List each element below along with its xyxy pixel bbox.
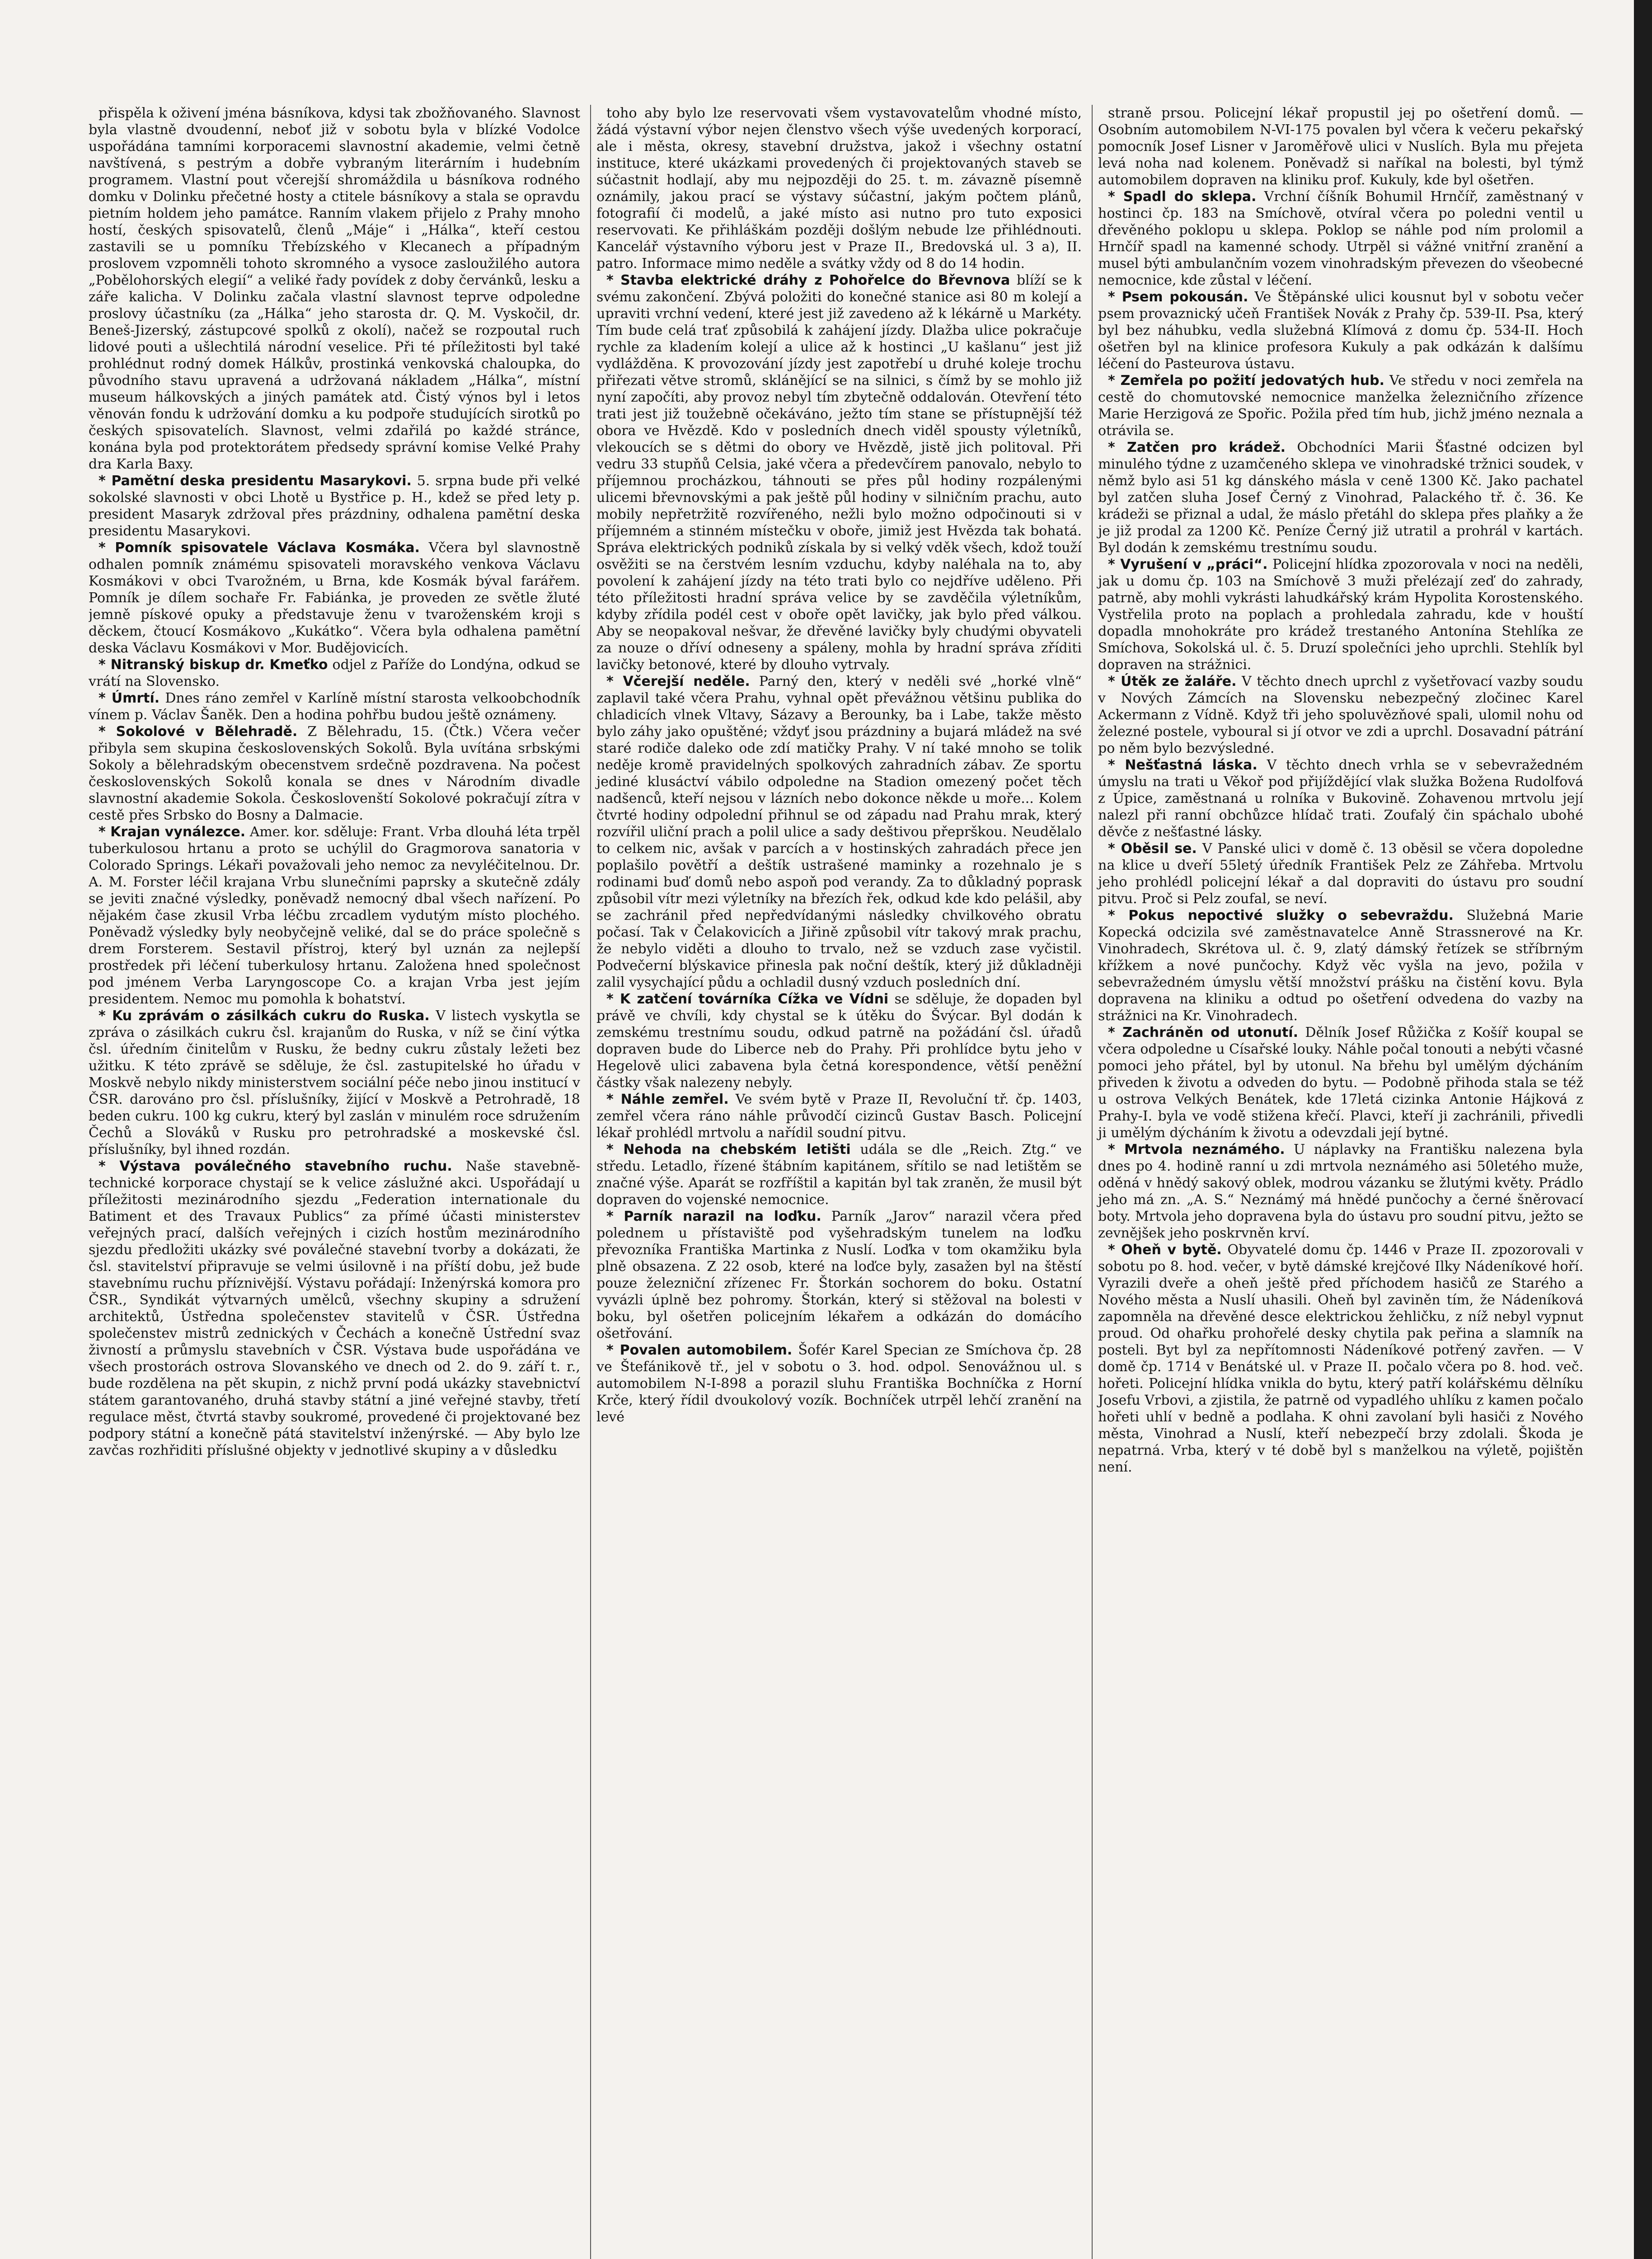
column-1	[89, 105, 580, 2259]
article-text: odjel z Paříže do Londýna, odkud se vrátí na Slovensko.	[89, 657, 580, 689]
article-headline: * Pomník spisovatele Václava Kosmáka.	[99, 540, 420, 556]
article	[89, 690, 580, 723]
article	[1098, 372, 1583, 439]
article-headline: * Úmrtí.	[99, 690, 160, 706]
article	[89, 473, 580, 539]
article-text: toho aby bylo lze reservovati všem vystavovatelům vhodné místo, žádá výstavní výbor nejen členstvo všech výše uvedených korporací, ale i města, okresy, stavební družstva, jakož i všechny ostatní instituce, které ukázkami provedených či projektovaných staveb se súčastnit hodlají, aby mu nejpozději do 25. t. m. závazně písemně oznámily, jakou prací se výstavy súčastní, jakým počtem plánů, fotografií či modelů, a jaké místo asi nutno pro tuto exposici reservovati. Ke přihláškám později došlým nebude lze přihlédnouti. Kancelář výstavního výboru jest v Praze II., Bredovská ul. 3 a), II. patro. Informace mimo neděle a svátky vždy od 8 do 14 hodin.	[596, 105, 1082, 272]
article-headline: * Pokus nepoctivé služky o sebevraždu.	[1108, 908, 1454, 923]
article	[596, 991, 1082, 1091]
article	[89, 824, 580, 1008]
article-headline: * Ku zprávám o zásilkách cukru do Ruska.	[99, 1008, 430, 1024]
article	[596, 105, 1082, 272]
article-headline: * Vyrušení v „práci“.	[1108, 557, 1268, 572]
article-headline: * Náhle zemřel.	[606, 1092, 729, 1107]
article-headline: * Parník narazil na loďku.	[606, 1209, 821, 1224]
article-text: Včera byl slavnostně odhalen pomník známému spisovateli moravského venkova Václavu Kosmákovi v obci Tvarožném, u Brna, kde Kosmák býval farářem. Pomník je dílem sochaře Fr. Fabiánka, je proveden ze světle žluté jemně pískové opuky a představuje ženu v tvaroženském kroji s děckem, čtoucí Kosmákovo „Kukátko“. Včera byla odhalena pamětní deska Václavu Kosmákovi v Mor. Budějovicích.	[89, 540, 580, 656]
article	[596, 1091, 1082, 1141]
article-text: straně prsou. Policejní lékař propustil jej po ošetření domů. — Osobním automobilem N-VI-175 povalen byl včera k večeru pekařský pomocník Josef Lisner v Jaroměřově ulici v Nuslích. Byla mu přejeta levá noha nad kolenem. Poněvadž si naříkal na bolesti, byl týmž automobilem dopraven na kliniku prof. Kukuly, kde byl ošetřen.	[1098, 105, 1583, 188]
article-headline: * Oheň v bytě.	[1108, 1242, 1222, 1258]
article-headline: * Spadl do sklepa.	[1108, 189, 1257, 205]
article-text: Ve Štěpánské ulici kousnut byl v sobotu večer psem provaznický učeň František Novák z Prahy čp. 539-II. Psa, který byl bez náhubku, vedla služebná Klímová z domu čp. 534-II. Hoch ošetřen byl na klinice profesora Kukuly a pak odkázán k dalšímu léčení do Pasteurova ústavu.	[1098, 289, 1583, 372]
article-text: se sděluje, že dopaden byl právě ve chvíli, kdy chystal se k útěku do Švýcar. Byl dodán k zemskému trestnímu soudu, odkud patrně na požádání čsl. úřadů dopraven bude do Liberce neb do Prahy. Při prohlídce bytu jeho v Hegelově ulici zabavena byla četná korespondence, větší peněžní částky však nalezeny nebyly.	[596, 991, 1082, 1091]
article-text: V těchto dnech uprchl z vyšetřovací vazby soudu v Nových Zámcích na Slovensku nebezpečný zločinec Karel Ackermann z Vídně. Když tři jeho spoluvězňové spali, ulomil nohu od železné postele, vyboural si jí otvor ve zdi a uprchl. Dosavadní pátrání po něm bylo bezvýsledné.	[1098, 674, 1583, 756]
article	[1098, 439, 1583, 556]
article-text: V Panské ulici v domě č. 13 oběsil se včera dopoledne na klice u dveří 55letý úředník František Pelz ze Záhřeba. Mrtvolu jeho prohlédl policejní lékař a dal dopraviti do ústavu pro soudní pitvu. Proč si Pelz zoufal, se neví.	[1098, 841, 1583, 907]
article	[1098, 105, 1583, 188]
article	[89, 1158, 580, 1459]
article	[1098, 757, 1583, 840]
article	[89, 539, 580, 656]
article-headline: * Včerejší neděle.	[606, 674, 750, 689]
article-text: Naše stavebně-technické korporace chystají se k velice záslužné akci. Uspořádají u příležitosti mezinárodního sjezdu „Federation internationale du Batiment et des Travaux Publics“ za přímé účasti ministerstev veřejných prací, dalších veřejných i cizích hostům mezinárodního sjezdu předložiti ukázky své poválečné stavební tvorby a dokázati, že čsl. stavitelství připravuje se velmi úsilovně i na příští dobu, jež bude stavebnímu ruchu příznivější. Výstavu pořádají: Inženýrská komora pro ČSR., Syndikát výtvarných umělců, všechny skupiny a sdružení architektů, Ústředna společenstev stavitelů v ČSR. Ústředna společenstev mistrů zednických v Čechách a konečně Ústřední svaz živností a průmyslu stavebních v ČSR. Výstava bude uspořádána ve všech prostorách ostrova Slovanského ve dnech od 2. do 9. září t. r., bude rozdělena na pět skupin, z nichž první podá ukázky stavebnictví státem garantovaného, druhá stavby státní a jiné veřejné stavby, třetí regulace měst, čtvrtá stavby soukromé, provedené či projektované bez podpory státní a konečně pátá stavitelství inženýrské. — Aby bylo lze zavčas rozhřiditi příslušné objekty v jednotlivé skupiny a v důsledku	[89, 1158, 580, 1458]
article	[1098, 673, 1583, 757]
article-headline: * Nehoda na chebském letišti	[606, 1142, 851, 1158]
article-headline: * Výstava poválečného stavebního ruchu.	[99, 1158, 452, 1174]
article-text: Služebná Marie Kopecká odcizila své zaměstnavatelce Anně Strassnerové na Kr. Vinohradech, Skrétova ul. č. 9, zlatý dámský řetízek se stříbrným křížkem a nové punčochy. Když věc vyšla na jevo, požila v sebevražedném úmyslu větší množství prášku na čistění kovu. Byla dopravena na kliniku a odtud po ošetření odvedena do vazby na strážnici na Kr. Vinohradech.	[1098, 908, 1583, 1024]
article-headline: * Nitranský biskup dr. Kmeťko	[99, 657, 328, 673]
article	[1098, 907, 1583, 1024]
article-text: udála se dle „Reich. Ztg.“ ve středu. Letadlo, řízené štábním kapitánem, sřítilo se nad letištěm se značné výše. Aparát se rozfříštil a kapitán byl tak zraněn, že musil být dopraven do vojenské nemocnice.	[596, 1142, 1082, 1208]
article-text: Obchodníci Marii Šťastné odcizen byl minulého týdne z uzamčeného sklepa ve vinohradské tržnici soudek, v němž bylo asi 51 kg dánského másla v ceně 1300 Kč. Jako pachatel byl zatčen sluha Josef Černý z Vinohrad, Palackého tř. č. 36. Ke krádeži se přiznal a udal, že máslo přetáhl do sklepa přes plaňky a že je již prodal za 1200 Kč. Peníze Černý již utratil a prohrál v kartách. Byl dodán k zemskému trestnímu soudu.	[1098, 440, 1583, 556]
article	[1098, 556, 1583, 673]
article-text: Dělník Josef Růžička z Košíř koupal se včera odpoledne u Císařské louky. Náhle počal tonouti a nebýti včasné pomoci jeho přátel, byl by utonul. Na břehu byl umělým dýcháním přiveden k životu a odveden do bytu. — Podobně přihoda stala se též u ostrova Velkých Benátek, kde 17letá cizinka Antonie Hájková z Prahy-I. byla ve vodě stižena křečí. Plavci, kteří ji zachránili, přivedli ji umělým dýcháním k životu a odevzdali její bytné.	[1098, 1025, 1583, 1141]
article-text: Ve středu v noci zemřela na cestě do chomutovské nemocnice manželka železničního zřízence Marie Herzigová ze Spořic. Požila před tím hub, jichž jméno neznala a otrávila se.	[1098, 373, 1583, 439]
article-text: U náplavky na Františku nalezena byla dnes po 4. hodině ranní u zdi mrtvola neznámého asi 50letého muže, oděná v hnědý sakový oblek, modrou vázanku se žlutými květy. Prádlo jeho má zn. „A. S.“ Neznámý má hnědé punčochy a černé šněrovací boty. Mrtvola jeho dopravena byla do ústavu pro soudní pitvu, ježto se zevnějšek jeho poskrvněn krví.	[1098, 1142, 1583, 1241]
column-3	[1092, 105, 1583, 2259]
article	[1098, 1141, 1583, 1242]
article-text: V listech vyskytla se zpráva o zásilkách cukru čsl. krajanům do Ruska, v níž se činí výtka čsl. úředním činitelům v Rusku, že bedny cukru zůstaly ležeti bez užitku. K této zprávě se sděluje, že čsl. zastupitelské ho úřadu v Moskvě nebylo nikdy ministerstvem sociální péče nebo jinou institucí v ČSR. darováno pro čsl. příslušníky, žijící v Moskvě a Petrohradě, 18 beden cukru. 100 kg cukru, který byl zaslán v minulém roce sdružením Čechů a Slováků v Rusku pro petrohradské a moskevské čsl. příslušníky, byl ihned rozdán.	[89, 1008, 580, 1158]
article-headline: * Stavba elektrické dráhy z Pohořelce do Břevnova	[606, 272, 1010, 288]
article-headline: * Útěk ze žaláře.	[1108, 674, 1237, 689]
article-text: Šofér Karel Specian ze Smíchova čp. 28 ve Štefánikově tř., jel v sobotu o 3. hod. odpol. Senovážnou ul. s automobilem N-I-898 a porazil sluhu Františka Bochníčka z Horní Krče, který řídil dvoukolový vozík. Bochníček utrpěl lehčí zranění na levé	[596, 1342, 1082, 1425]
article-text: Obyvatelé domu čp. 1446 v Praze II. zpozorovali v sobotu po 8. hod. večer, v bytě dámské krejčové Ilky Nádeníkové hoří. Vyrazili dveře a oheň ještě před příchodem hasičů ze Starého a Nového města a Nuslí uhasili. Oheň byl zaviněn tím, že Nádeníková zapomněla na dřevěné desce elektrickou žehličku, z níž nebyl vypnut proud. Od ohařku prohořelé desky chytila pak peřina a slamník na posteli. Byt byl za nepřítomnosti Nádeníkové potřený zavřen. — V domě čp. 1714 v Benátské ul. v Praze II. počalo včera po 8. hod. več. hořeti. Policejní hlídka vnikla do bytu, který patří kolářskému dělníku Josefu Vrbovi, a zjistila, že patrně od vypadlého uhlíku z kamen počalo hořeti uhlí v bedně a podlaha. K ohni zavolaní byli hasiči z Nového města, Vinohrad a Nuslí, kteří nebezpečí brzy zdolali. Škoda je nepatrná. Vrba, který v té době byl s manželkou na výletě, pojištěn není.	[1098, 1242, 1583, 1475]
article-headline: * Nešťastná láska.	[1108, 757, 1258, 773]
article	[1098, 289, 1583, 372]
article-text: Policejní hlídka zpozorovala v noci na neděli, jak u domu čp. 103 na Smíchově 3 muži přelézají zeď do zahrady, patrně, aby mohli vykrásti lahudkářský krám Hypolita Korostenského. Vystřelila proto na poplach a prohledala zahradu, kde v houští dopadla mnohokráte pro krádež trestaného Antonína Stehlíka ze Smíchova, Sokolská ul. č. 5. Druzí společníci jeho uprchli. Stehlík byl dopraven na strážnici.	[1098, 557, 1583, 673]
article	[1098, 840, 1583, 907]
article	[596, 673, 1082, 991]
article-text: Dnes ráno zemřel v Karlíně místní starosta velkoobchodník vínem p. Václav Šaněk. Den a hodina pohřbu budou ještě oznámeny.	[89, 690, 580, 723]
article	[89, 1008, 580, 1158]
article-text: 5. srpna bude při velké sokolské slavnosti v obci Lhotě u Bystřice p. H., kdež se před lety p. president Masaryk zdržoval přes prázdniny, odhalena pamětní deska presidentu Masarykovi.	[89, 473, 580, 539]
article-text: V těchto dnech vrhla se v sebevražedném úmyslu na trati u Věkoř pod přijíždějící vlak služka Božena Rudolfová z Úpice, zaměstnaná u rolníka v Bukovině. Zohavenou mrtvolu její nalezl při ranní obchůzce hlídač trati. Zoufalý čin spáchalo ubohé děvče z nešťastné lásky.	[1098, 757, 1583, 840]
article-text: Vrchní číšník Bohumil Hrnčíř, zaměstnaný v hostinci čp. 183 na Smíchově, otvíral včera po poledni ventil u dřevěného poklopu u sklepa. Poklop se náhle pod ním prolomil a Hrnčíř spadl na kamenné schody. Utrpěl si vážné vnitřní zranění a musel býti ambulančním vozem vinohradským převezen do všeobecné nemocnice, kde zůstal v léčení.	[1098, 189, 1583, 288]
article	[89, 105, 580, 473]
column-container	[89, 105, 1584, 2259]
article	[89, 656, 580, 690]
article-headline: * Sokolové v Bělehradě.	[99, 724, 298, 740]
scan-edge	[1634, 0, 1652, 2259]
article-headline: * Zemřela po požití jedovatých hub.	[1108, 373, 1384, 389]
article-headline: * Psem pokousán.	[1108, 289, 1248, 305]
article-headline: * K zatčení továrníka Cížka ve Vídni	[606, 991, 889, 1007]
column-2	[590, 105, 1082, 2259]
article-text: Ve svém bytě v Praze II, Revoluční tř. čp. 1403, zemřel včera ráno náhle průvodčí cizinců Gustav Basch. Policejní lékař prohlédl mrtvolu a nařídil soudní pitvu.	[596, 1092, 1082, 1141]
article	[89, 723, 580, 824]
article-text: přispěla k oživení jména básníkova, kdysi tak zbožňovaného. Slavnost byla vlastně dvoudenní, neboť již v sobotu byla v blízké Vodolce uspořádána tamními korporacemi slavnostní akademie, velmi četně navštívená, s pestrým a dobře vybraným literárním i hudebním programem. Vlastní pout včerejší shromáždila u básníkova rodného domku v Dolinku přečetné hosty a ctitele básníkovy a stala se opravdu pietním holdem jeho památce. Ranním vlakem přijelo z Prahy mnoho hostí, českých spisovatelů, členů „Máje“ i „Hálka“, kteří cestou zastavili se u pomníku Třebízského v Klecanech a případným proslovem vzpomněli tohoto skromného a vysoce zasloužilého autora „Pobělohorských elegií“ a veliké řady povídek z doby červánků, lesku a záře kalicha. V Dolinku začala vlastní slavnost teprve odpoledne proslovy účastníku (za „Hálka“ jeho starosta dr. Q. M. Vyskočil, dr. Beneš-Jizerský, zástupcové spolků z okolí), načež se rozpoutal ruch lidové pouti a ušlechtilá národní veselice. Při té příležitosti byl také prohlédnut rodný domek Hálkův, prostinká venkovská chaloupka, do původního stavu upravená a udržovaná nákladem „Hálka“, místní museum hálkovských a jiných památek atd. Čistý výnos byl i letos věnován fondu k udržování domku a ku podpoře studujících sirotků po českých spisovatelích. Slavnost, velmi zdařilá po každé stránce, konána byla pod protektorátem předsedy správní komise Velké Prahy dra Karla Baxy.	[89, 105, 580, 472]
article	[1098, 188, 1583, 289]
article-headline: * Oběsil se.	[1108, 841, 1197, 857]
article	[596, 1141, 1082, 1208]
article-text: blíží se k svému zakončení. Zbývá položiti do konečné stanice asi 80 m kolejí a upraviti vrchní vedení, které jest již zavedeno až k lékárně u Markéty. Tím bude celá trať způsobilá k zahájení jízdy. Dlažba ulice pokračuje rychle za kladením kolejí a ulice až k hostinci „U kašlanu“ jest již vydlážděna. K provozování jízdy jest zapotřebí u druhé koleje trochu přiřezati větve stromů, sklánějící se na silnici, s čímž by se mohlo již nyní započíti, aby provoz nebyl tím zbytečně oddalován. Otevření této trati jest již toužebně očekáváno, ježto tím stane se přístupnější též obora ve Hvězdě. Kdo v posledních dnech viděl spousty výletníků, vlekoucích se s dětmi do obory ve Hvězdě, jistě jich politoval. Při vedru 33 stupňů Celsia, jaké včera a předevčírem panovalo, nebylo to příjemnou procházkou, táhnouti se přes půl hodiny rozpálenými ulicemi břevnovskými a pak ještě půl hodiny v silničním prachu, auto mobily nepřetržitě rozvířeného, nežli bylo možno odpočinouti si v příjemném a stinném místečku v oboře, jimiž jest Hvězda tak bohatá. Správa elektrických podniků získala by si velký vděk všech, kdož touží osvěžiti se na čerstvém lesním vzduchu, kdyby naléhala na to, aby povolení k zahájení jízdy na této trati bylo co nejdříve uděleno. Při této příležitosti hradní správa velice by se zavděčila výletníkům, kdyby zřídila podél cest v oboře opět lavičky, jak bylo před válkou. Aby se neopakoval nešvar, že dřevěné lavičky byly chudými obyvateli za nouze o dříví odneseny a spáleny, mohla by hradní správa zříditi lavičky betonové, které by dlouho vytrvaly.	[596, 272, 1082, 673]
article	[596, 1208, 1082, 1342]
article-headline: * Zachráněn od utonutí.	[1108, 1025, 1298, 1040]
article-text: Parník „Jarov“ narazil včera před polednem u přístaviště pod vyšehradským tunelem na loďku převozníka Františka Martinka z Nuslí. Loďka v tom okamžiku byla plně obsazena. Z 22 osob, které na loďce byly, zasažen byl na štěstí pouze železniční zřízenec Fr. Štorkán sochorem do boku. Ostatní vyvázli úplně bez pohromy. Štorkán, který si stěžoval na bolesti v boku, byl ošetřen policejním lékařem a odkázán do domácího ošetřování.	[596, 1209, 1082, 1341]
article	[596, 272, 1082, 673]
article-headline: * Povalen automobilem.	[606, 1342, 793, 1358]
article-text: Z Bělehradu, 15. (Čtk.) Včera večer přibyla sem skupina československých Sokolů. Byla uvítána srbskými Sokoly a bělehradským obecenstvem srdečně pozdravena. Na počest československých Sokolů konala se dnes v Národním divadle slavnostní akademie Sokola. Českoslovenští Sokolové pokračují zítra v cestě přes Srbsko do Bosny a Dalmacie.	[89, 724, 580, 823]
article	[1098, 1024, 1583, 1141]
article-headline: * Zatčen pro krádež.	[1108, 440, 1286, 455]
article	[596, 1342, 1082, 1425]
article-text: Parný den, který v neděli své „horké vlně“ zaplavil také včera Prahu, vyhnal opět převážnou většinu publika do chladicích vlnek Vltavy, Sázavy a Berounky, ba i Labe, takže město bylo záhy jako opuštěné; vždyť jsou prázdniny a bujará mládež na své staré rodiče daleko ode zdí matičky Prahy. V ní také mnoho se tolik neděje kromě pravidelných spolkových zahradních zábav. Ze sportu jediné klusáctví vábilo odpoledne na Stadion omezený počet těch nadšenců, kteří nejsou v lázních nebo dokonce někde u moře... Kolem čtvrté hodiny odpolední přihnul se od západu nad Prahu mrak, který rozvířil uliční prach a polil ulice a sady deštivou přeprškou. Neudělalo to celkem nic, avšak v parcích a v hostinských zahradách přece jen poplašilo povětří a deštík ustrašené maminky a rozehnalo je s rodinami buď domů nebo aspoň pod verandy. Za to důkladný poprask způsobil vítr mezi výletníky na březích řek, odkud kde kdo pelášil, aby se zachránil před nepředvídanými následky chvilkového obratu počasí. Tak v Čelakovicích a Jiřině způsobil vítr takový mrak prachu, že nebylo viděti a dlouho to trvalo, než se vzduch zase vyčistil. Podvečerní blýskavice přinesla pak noční deštík, který již důkladněji zalil vysychající půdu a ochladil dusný vzduch posledních dní.	[596, 674, 1082, 990]
article	[1098, 1242, 1583, 1476]
article-headline: * Pamětní deska presidentu Masarykovi.	[99, 473, 412, 489]
article-text: Amer. kor. sděluje: Frant. Vrba dlouhá léta trpěl tuberkulosou hrtanu a proto se uchýlil do Gragmorova sanatoria v Colorado Springs. Lékaři považovali jeho nemoc za nevyléčitelnou. Dr. A. M. Forster léčil krajana Vrbu slunečními paprsky a skutečně zdály se jeviti značné výsledky, poněvadž nemocný dbal všech nařízení. Po nějakém čase zkusil Vrba léčbu zrcadlem vydutým místo plochého. Poněvadž výsledky byly neobyčejně veliké, dal se do práce společně s drem Forsterem. Sestavil přístroj, který byl uznán za nejlepší prostředek při léčení tuberkulosy hrtanu. Založena hned společnost pod jménem Verba Laryngoscope Co. a krajan Vrba jest jejím presidentem. Nemoc mu pomohla k bohatství.	[89, 824, 580, 1007]
article-headline: * Krajan vynálezce.	[99, 824, 246, 840]
article-headline: * Mrtvola neznámého.	[1108, 1142, 1285, 1158]
